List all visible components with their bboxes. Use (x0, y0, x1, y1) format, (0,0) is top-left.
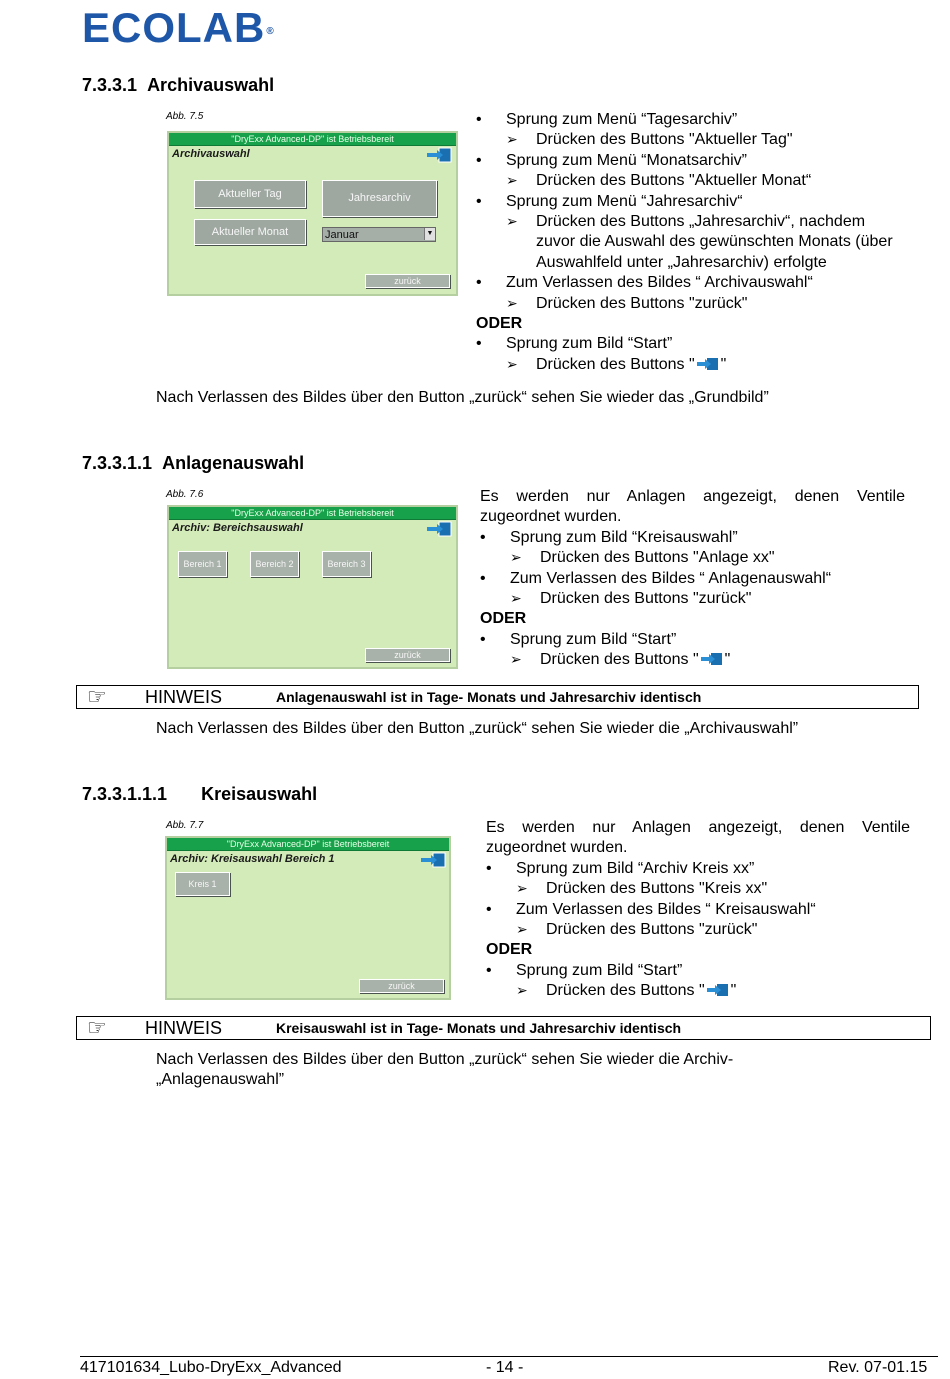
month-dropdown-value: Januar (325, 229, 359, 241)
jahresarchiv-button[interactable]: Jahresarchiv (322, 180, 437, 217)
oder-label: ODER (480, 610, 527, 628)
hinweis-text: Kreisauswahl ist in Tage- Monats und Jahresarchiv identisch (276, 1020, 682, 1036)
hinweis-label: HINWEIS (145, 687, 223, 707)
section-number: 7.3.3.1.1 (82, 453, 153, 473)
intro-line-1: Es werden nur Anlagen angezeigt, denen Ventile (486, 819, 910, 836)
hinweis-text: Anlagenauswahl ist in Tage- Monats und Jahresarchiv identisch (276, 689, 702, 705)
list-item: ➢ Drücken des Buttons "Aktueller Tag" (476, 130, 906, 150)
section-heading-anlagenauswahl (82, 452, 304, 474)
list-item: • Sprung zum Menü “Tagesarchiv” (476, 110, 906, 130)
list-item: ➢ Drücken des Buttons "zurück" (480, 589, 905, 609)
hinweis-box (76, 685, 919, 709)
figure-label: Abb. 7.7 (166, 820, 204, 831)
section-heading-kreisauswahl (82, 783, 317, 805)
closing-line-2: „Anlagenauswahl” (156, 1071, 285, 1089)
footer-divider (80, 1356, 938, 1357)
list-item: ➢ Drücken des Buttons "zurück" (476, 294, 906, 314)
closing-line-1: Nach Verlassen des Bildes über den Button „zurück“ sehen Sie wieder die Archiv- (156, 1051, 734, 1068)
list-item: ➢ Drücken des Buttons " " (486, 981, 910, 1001)
intro-line-1: Es werden nur Anlagen angezeigt, denen Ventile (480, 488, 905, 505)
list-item: • Zum Verlassen des Bildes “ Anlagenauswahl“ (480, 569, 905, 589)
list-item: ➢ Drücken des Buttons "Anlage xx" (480, 548, 905, 568)
intro-line-2: zugeordnet wurden. (486, 839, 628, 857)
kreis-1-button[interactable]: Kreis 1 (175, 872, 230, 896)
bereich-2-button[interactable]: Bereich 2 (250, 551, 299, 577)
exit-door-icon[interactable] (419, 852, 449, 868)
section-heading-archivauswahl (82, 74, 274, 96)
zurueck-button[interactable]: zurück (365, 274, 450, 288)
list-item: • Sprung zum Bild “Kreisauswahl” (480, 528, 905, 548)
list-item: • Sprung zum Bild “Start” (476, 334, 906, 354)
closing-text (156, 1050, 733, 1091)
list-item: • Sprung zum Bild “Start” (486, 961, 910, 981)
archivauswahl-instructions (476, 110, 906, 375)
hinweis-label: HINWEIS (145, 1018, 223, 1038)
exit-door-icon (695, 357, 721, 371)
exit-door-icon (705, 983, 731, 997)
bereich-1-button[interactable]: Bereich 1 (178, 551, 227, 577)
section-title: Kreisauswahl (201, 784, 318, 804)
list-item: • Sprung zum Bild “Start” (480, 630, 905, 650)
section-title: Anlagenauswahl (162, 453, 305, 473)
list-item: • Sprung zum Bild “Archiv Kreis xx” (486, 859, 910, 879)
aktueller-tag-button[interactable]: Aktueller Tag (194, 180, 306, 208)
list-item: ➢ Drücken des Buttons " " (476, 355, 906, 375)
exit-door-icon (699, 652, 725, 666)
zurueck-button[interactable]: zurück (365, 648, 450, 662)
anlagenauswahl-screenshot (167, 505, 458, 669)
zurueck-button[interactable]: zurück (359, 979, 444, 993)
oder-label: ODER (486, 941, 533, 959)
kreisauswahl-instructions-body (486, 818, 910, 1002)
chevron-down-icon: ▼ (424, 228, 435, 240)
footer-doc-id: 417101634_Lubo-DryExx_Advanced (80, 1359, 342, 1376)
oder-label: ODER (476, 315, 523, 333)
hinweis-box (76, 1016, 931, 1040)
kreisauswahl-screenshot (165, 836, 451, 1000)
section-title: Archivauswahl (147, 75, 275, 95)
list-item: ➢ Drücken des Buttons „Jahresarchiv“, nachdem zuvor die Auswahl des gewünschten Monats (über Auswahlfeld unter „Jahresarchiv) erfolgte (476, 212, 906, 273)
list-item: ➢ Drücken des Buttons " " (480, 650, 905, 670)
screen-title: Archivauswahl (172, 148, 250, 160)
footer-page-number: - 14 - (486, 1359, 524, 1376)
status-bar: "DryExx Advanced-DP" ist Betriebsbereit (167, 838, 449, 851)
exit-door-icon[interactable] (425, 521, 455, 537)
list-item: • Zum Verlassen des Bildes “ Archivauswahl“ (476, 273, 906, 293)
list-item: • Sprung zum Menü “Jahresarchiv“ (476, 192, 906, 212)
list-item: ➢ Drücken des Buttons "Kreis xx" (486, 879, 910, 899)
ecolab-logo: ECOLAB® (82, 4, 275, 51)
list-item: ➢ Drücken des Buttons "zurück" (486, 920, 910, 940)
list-item: ➢ Drücken des Buttons "Aktueller Monat“ (476, 171, 906, 191)
intro-line-2: zugeordnet wurden. (480, 508, 622, 526)
screen-title: Archiv: Bereichsauswahl (172, 522, 303, 534)
list-item: • Zum Verlassen des Bildes “ Kreisauswahl“ (486, 900, 910, 920)
anlagenauswahl-instructions-body (480, 487, 905, 671)
screen-title: Archiv: Kreisauswahl Bereich 1 (170, 853, 335, 865)
pointing-hand-icon: ☞ (87, 1016, 107, 1041)
figure-label: Abb. 7.5 (166, 111, 204, 122)
status-bar: "DryExx Advanced-DP" ist Betriebsbereit (169, 133, 456, 146)
pointing-hand-icon: ☞ (87, 685, 107, 710)
month-dropdown[interactable] (322, 227, 436, 242)
list-item: • Sprung zum Menü “Monatsarchiv” (476, 151, 906, 171)
section-number: 7.3.3.1.1.1 (82, 784, 168, 804)
closing-text: Nach Verlassen des Bildes über den Button „zurück“ sehen Sie wieder das „Grundbild” (156, 389, 769, 406)
section-number: 7.3.3.1 (82, 75, 138, 95)
aktueller-monat-button[interactable]: Aktueller Monat (194, 219, 306, 245)
figure-label: Abb. 7.6 (166, 489, 204, 500)
bereich-3-button[interactable]: Bereich 3 (322, 551, 371, 577)
closing-text: Nach Verlassen des Bildes über den Button „zurück“ sehen Sie wieder die „Archivauswahl” (156, 720, 799, 737)
footer-revision: Rev. 07-01.15 (828, 1359, 928, 1376)
exit-door-icon[interactable] (425, 147, 455, 163)
archivauswahl-screenshot (167, 131, 458, 296)
status-bar: "DryExx Advanced-DP" ist Betriebsbereit (169, 507, 456, 520)
